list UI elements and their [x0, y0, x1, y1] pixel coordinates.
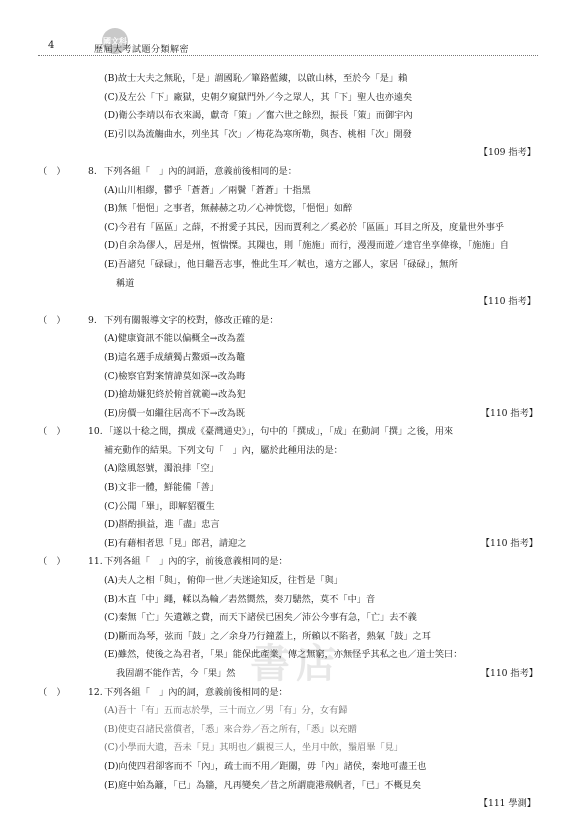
question-stem: 「遂以十稔之間，撰成《臺灣通史》」，句中的「撰成」，「成」在動詞「撰」之後，用來 — [104, 426, 454, 438]
watermark: 書店 — [250, 640, 342, 687]
option-line: (C)秦無「亡」矢遺鏃之費，而天下諸侯已困矣／沛公今事有急，「亡」去不義 — [104, 612, 417, 624]
question-number: 8. — [88, 165, 97, 177]
option-line: (A)陰風怒號，濁浪排「空」 — [104, 463, 219, 475]
option-line: (D)斷而為琴，弦而「鼓」之／余身乃行鐘蓋上，所賴以不陷者，熱氣「鼓」之耳 — [104, 630, 431, 642]
option-line: (B)使吏召諸民當償者，「悉」來合券／吾之所有，「悉」以充贈 — [104, 723, 357, 735]
option-line: (E)吾諸兒「碌碌」，他日繼吾志事，惟此生耳／軾也，遠方之鄙人，家居「碌碌」，無所 — [104, 258, 458, 270]
question-12 — [38, 684, 538, 703]
question-stem: 下列各組「 」內的詞語，意義前後相同的是： — [104, 165, 297, 177]
option-line: (A)吾十「有」五而志於學，三十而立／男「有」分，女有歸 — [104, 705, 348, 717]
option-continuation: 稱道 — [116, 277, 135, 289]
exam-source: 【110 指考】 — [480, 407, 538, 419]
header-divider — [38, 55, 538, 56]
option-line: (D)搶劫嫌犯終於俯首就範→改為犯 — [104, 389, 246, 401]
option-line: (D)向使四君卻客而不「內」，疏士而不用／距關，毋「內」諸侯，秦地可盡王也 — [104, 760, 427, 772]
option-line: (A)夫人之相「與」，俯仰一世／夫迷途知反，往哲是「與」 — [104, 575, 343, 587]
option-line: (D)衛公李靖以布衣來謁，獻奇「策」／奮六世之餘烈，振長「策」而御宇內 — [104, 110, 413, 122]
page-number: 4 — [48, 40, 55, 51]
exam-source: 【111 學測】 — [478, 798, 536, 810]
option-line: (A)健康資訊不能以偏概全→改為蓋 — [104, 333, 245, 345]
option-line: (E)庭中始為籬，「已」為牆，凡再變矣／昔之所謂鹿港飛帆者，「已」不概見矣 — [104, 779, 422, 791]
answer-blank[interactable]: （ ） — [38, 686, 66, 698]
exam-source: 【110 指考】 — [480, 537, 538, 549]
answer-blank[interactable]: （ ） — [38, 165, 66, 177]
question-stem-continued: 補充動作的結果。下列文句「 」內，屬於此種用法的是： — [104, 444, 343, 456]
option-line: (E)有藉相者思「見」郎君，請迎之 — [104, 537, 247, 549]
option-continuation: 我固謂不能作苦，今「果」然 — [116, 668, 236, 679]
option-line: (E)房價一如繼往居高不下→改為既 — [104, 407, 246, 419]
exam-source: 【109 指考】 — [478, 147, 536, 159]
book-title: 歷屆大考試題分類解密 — [94, 45, 190, 55]
option-with-source — [38, 665, 538, 684]
question-9 — [38, 312, 538, 331]
option-line: (E)雖然，使後之為君者，「果」能保此產業，傳之無窮，亦無怪乎其私之也／道士笑曰： — [104, 649, 463, 661]
question-8 — [38, 163, 538, 182]
option-line: (B)故士大夫之無恥，「是」謂國恥／篳路藍縷，以啟山林，至於今「是」賴 — [104, 73, 408, 84]
page-content — [38, 70, 538, 814]
option-line: (E)引以為流觴曲水，列坐其「次」／梅花為寒所勒，與杏、桃相「次」開發 — [104, 128, 412, 140]
question-number: 11. — [88, 556, 103, 568]
question-number: 12. — [88, 686, 103, 698]
question-number: 9. — [88, 314, 97, 326]
option-line: (D)自余為僇人，居是州，恆惴慄。其隟也，則「施施」而行，漫漫而遊／達官坐享偉祿，「施施」自 — [104, 240, 509, 252]
exam-source: 【110 指考】 — [478, 296, 536, 308]
option-with-source — [38, 535, 538, 554]
question-stem: 下列有關報導文字的校對，修改正確的是： — [104, 314, 279, 326]
option-line: (C)公聞「畢」，即解貂覆生 — [104, 500, 215, 512]
question-stem: 下列各組「 」內的詞，意義前後相同的是： — [104, 686, 288, 698]
question-10 — [38, 423, 538, 442]
answer-blank[interactable]: （ ） — [38, 556, 66, 568]
option-line: (C)小學而大遺，吾未「見」其明也／覷視三人，坐月中飲，鬚眉畢「見」 — [104, 742, 404, 754]
option-line: (B)文非一體，鮮能備「善」 — [104, 482, 219, 494]
option-line: (B)木直「中」繩，輮以為輪／砉然嚮然，奏刀騞然，莫不「中」音 — [104, 593, 376, 605]
option-line: (A)山川相繆，鬱乎「蒼蒼」／兩鬢「蒼蒼」十指黑 — [104, 184, 311, 196]
subject-badge: 國文科 — [102, 28, 128, 54]
option-line: (C)及左公「下」廠獄，史朝夕窺獄門外／今之眾人，其「下」聖人也亦遠矣 — [104, 91, 413, 103]
question-stem: 下列各組「 」內的字，前後意義相同的是： — [104, 556, 288, 568]
question-11 — [38, 553, 538, 572]
question-number: 10. — [88, 426, 103, 438]
page-header — [38, 28, 538, 54]
option-line: (C)今君有「區區」之薛，不拊愛子其民，因而賈利之／奚必於「區區」耳目之所及，度量世外事乎 — [104, 221, 505, 233]
answer-blank[interactable]: （ ） — [38, 314, 66, 326]
answer-blank[interactable]: （ ） — [38, 426, 66, 438]
exam-source: 【110 指考】 — [480, 668, 538, 679]
option-line: (B)這名選手成績獨占鰲頭→改為鼇 — [104, 351, 246, 363]
option-line: (B)無「悒悒」之事者，無赫赫之功／心神恍惚，「悒悒」如醉 — [104, 203, 353, 215]
option-line: (C)檢察官對案情諱莫如深→改為晦 — [104, 370, 246, 382]
option-with-source — [38, 405, 538, 424]
option-line: (D)斟酌損益，進「盡」忠言 — [104, 519, 220, 531]
